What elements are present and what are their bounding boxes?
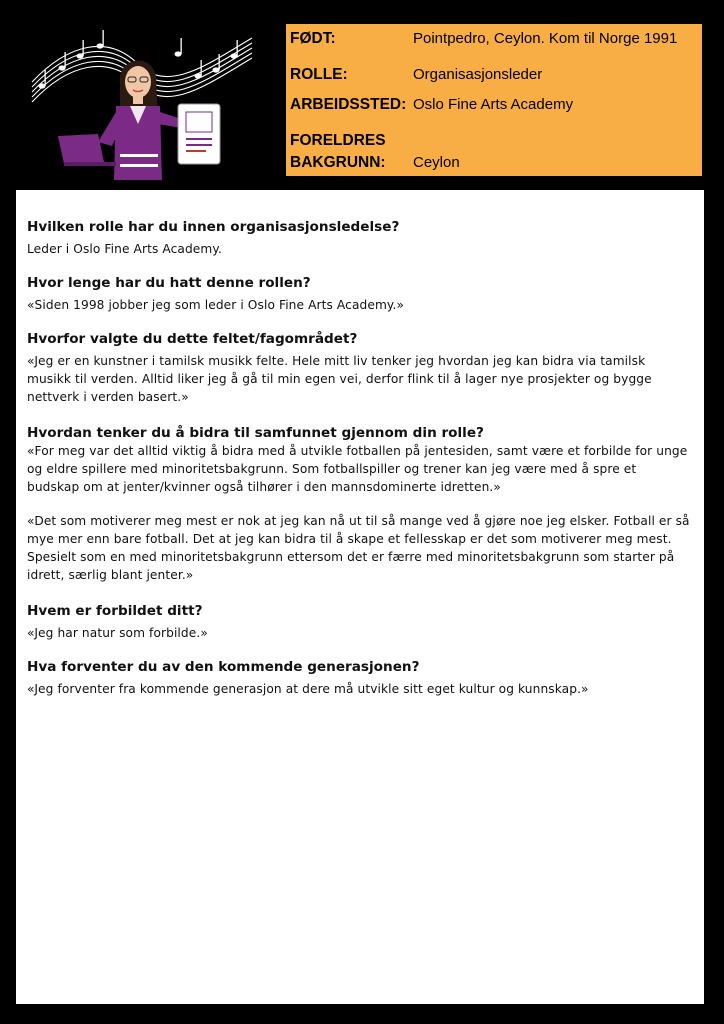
info-row-workplace [290, 94, 700, 116]
interview-panel [16, 190, 704, 1004]
info-label: ROLLE: [290, 66, 348, 83]
answer-text: «Jeg forventer fra kommende generasjon at dere må utvikle sitt eget kultur og kunnskap.» [27, 682, 589, 696]
answer-text: «Jeg er en kunstner i tamilsk musikk felte. Hele mitt liv tenker jeg hvordan jeg kan bidra via tamilsk musikk til verden. Alltid liker jeg å gå til min egen vei, derfor flink til å lager nye prosjekter og bygge nettverk i verden basert.» [27, 354, 652, 404]
woman-with-laptop-illustration [28, 24, 258, 184]
answer-text: «Jeg har natur som forbilde.» [27, 626, 208, 640]
answer-text: «Siden 1998 jobber jeg som leder i Oslo Fine Arts Academy.» [27, 298, 405, 312]
info-value: Ceylon [413, 154, 460, 171]
question-heading: Hvem er forbildet ditt? [27, 603, 203, 619]
info-value: Oslo Fine Arts Academy [413, 96, 574, 113]
question-heading: Hvorfor valgte du dette feltet/fagområdet? [27, 331, 358, 347]
info-value: Organisasjonsleder [413, 66, 543, 83]
info-row-parents-background [290, 130, 700, 174]
answer-text: Leder i Oslo Fine Arts Academy. [27, 242, 222, 256]
info-box [286, 24, 702, 176]
info-label: FØDT: [290, 30, 336, 47]
clipboard-icon [178, 104, 220, 164]
answer-text: «For meg var det alltid viktig å bidra med å utvikle fotballen på jentesiden, samt være et forbilde for unge og eldre spillere med minoritetsbakgrunn. Som fotballspiller og trener kan jeg være med å spre et budskap om at jenter/kvinner også tilhører i den mannsdominerte idretten.» [27, 444, 688, 494]
answer-text: «Det som motiverer meg mest er nok at jeg kan nå ut til så mange ved å gjøre noe jeg elsker. Fotball er så mye mer enn bare fotball. Det at jeg kan bidra til å skape et fellesskap er det som motiverer meg mest. Spesielt som en med minoritetsbakgrunn ettersom det er færre med minoritetsbakgrunn som starter på idrett, særlig blant jenter.» [27, 514, 690, 582]
question-heading: Hva forventer du av den kommende generasjonen? [27, 659, 420, 675]
info-label: FORELDRES [290, 132, 386, 149]
question-heading: Hvilken rolle har du innen organisasjonsledelse? [27, 219, 400, 235]
question-heading: Hvordan tenker du å bidra til samfunnet gjennom din rolle? [27, 425, 484, 441]
info-value: Pointpedro, Ceylon. Kom til Norge 1991 [413, 30, 678, 47]
info-row-born [290, 28, 700, 50]
header-illustration [28, 24, 258, 184]
info-row-role [290, 64, 700, 86]
info-label: BAKGRUNN: [290, 154, 386, 171]
info-label: ARBEIDSSTED: [290, 96, 407, 113]
question-heading: Hvor lenge har du hatt denne rollen? [27, 275, 311, 291]
